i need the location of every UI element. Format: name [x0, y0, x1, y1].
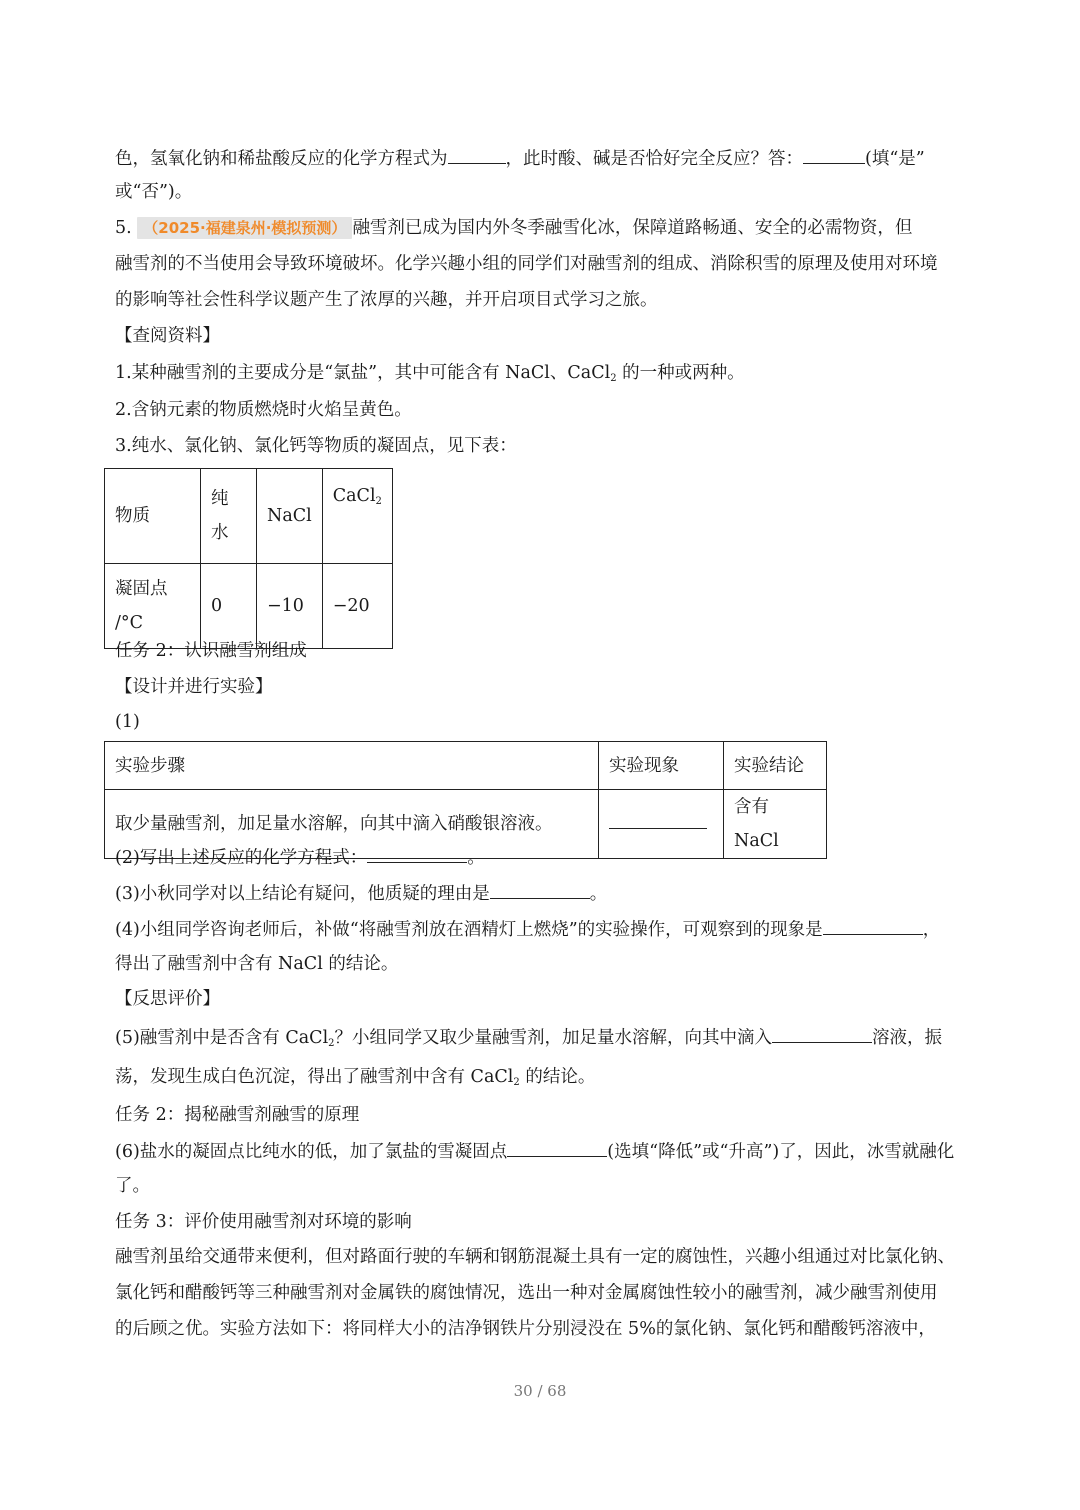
page-number: 30 / 68 [513, 1382, 567, 1400]
table-cell: −10 [257, 564, 323, 649]
table-header-cell: 实验现象 [599, 742, 724, 790]
sub-question-6 [115, 1138, 975, 1164]
answer-blank [772, 1024, 872, 1043]
freezing-point-table [104, 468, 393, 649]
text: (填“是” [865, 149, 925, 169]
task-heading: 任务 2：认识融雪剂组成 [115, 641, 307, 661]
text-line: 的影响等社会性科学议题产生了浓厚的兴趣，并开启项目式学习之旅。 [115, 290, 658, 310]
subscript: 2 [513, 1077, 520, 1088]
text: 。 [467, 848, 485, 868]
text-line: 了。 [115, 1176, 150, 1196]
text: ，此时酸、碱是否恰好完全反应？答： [505, 149, 803, 169]
text: (4)小组同学咨询老师后，补做“将融雪剂放在酒精灯上燃烧”的实验操作，可观察到的现象是 [115, 920, 823, 940]
answer-blank [823, 916, 923, 935]
text: 的结论。 [519, 1067, 596, 1087]
sub-question-1: (1) [115, 712, 140, 732]
reference-1 [115, 361, 975, 391]
text: ？小组同学又取少量融雪剂，加足量水溶解，向其中滴入 [334, 1028, 773, 1048]
sub-question-3 [115, 880, 975, 906]
task-heading: 任务 2：揭秘融雪剂融雪的原理 [115, 1105, 360, 1125]
source-tag: （2025·福建泉州·模拟预测） [137, 217, 352, 239]
table-header-cell: 实验结论 [724, 742, 827, 790]
table-header-cell [201, 469, 257, 564]
reference-2: 2.含钠元素的物质燃烧时火焰呈黄色。 [115, 400, 412, 420]
text-line: 或“否”)。 [115, 182, 193, 202]
text: 的一种或两种。 [616, 363, 745, 383]
section-heading-evaluation: 【反思评价】 [115, 989, 220, 1009]
text-line [115, 1065, 975, 1095]
table-row [105, 564, 393, 649]
table-cell [105, 564, 201, 649]
text: (2)写出上述反应的化学方程式： [115, 848, 368, 868]
subscript: 2 [328, 1038, 335, 1049]
answer-blank [448, 145, 506, 164]
text-line: 融雪剂的不当使用会导致环境破坏。化学兴趣小组的同学们对融雪剂的组成、消除积雪的原理及使用对环境 [115, 254, 938, 274]
text: (5)融雪剂中是否含有 CaCl [115, 1028, 329, 1048]
task-heading: 任务 3：评价使用融雪剂对环境的影响 [115, 1212, 412, 1232]
sub-question-4 [115, 916, 975, 942]
text: ， [922, 920, 941, 940]
table-cell: −20 [322, 564, 392, 649]
text-line: 氯化钙和醋酸钙等三种融雪剂对金属铁的腐蚀情况，选出一种对金属腐蚀性较小的融雪剂，减少融雪剂使用 [115, 1283, 938, 1303]
sub-question-5 [115, 1024, 975, 1056]
text: 溶液，振 [872, 1028, 943, 1048]
table-row [105, 742, 827, 790]
text: (6)盐水的凝固点比纯水的低，加了氯盐的雪凝固点 [115, 1142, 508, 1162]
reference-3: 3.纯水、氯化钠、氯化钙等物质的凝固点，见下表： [115, 436, 517, 456]
text: (3)小秋同学对以上结论有疑问，他质疑的理由是 [115, 884, 490, 904]
table-header-cell [322, 469, 392, 564]
text-line: 得出了融雪剂中含有 NaCl 的结论。 [115, 954, 399, 974]
table-header-cell: 实验步骤 [105, 742, 599, 790]
text: 融雪剂已成为国内外冬季融雪化冰，保障道路畅通、安全的必需物资，但 [352, 218, 913, 238]
text: 凝固点 [115, 579, 168, 599]
section-heading-reference: 【查阅资料】 [115, 326, 220, 346]
text: 水 [211, 523, 229, 543]
text-line: 的后顾之优。实验方法如下：将同样大小的洁净钢铁片分别浸没在 5%的氯化钠、氯化钙和醋酸钙溶液中， [115, 1319, 936, 1339]
sub-question-2 [115, 844, 975, 870]
table-cell: 含有 NaCl [724, 790, 827, 859]
subscript: 2 [610, 373, 617, 384]
text: 荡，发现生成白色沉淀，得出了融雪剂中含有 CaCl [115, 1067, 514, 1087]
table-header-cell: 物质 [105, 469, 201, 564]
answer-blank [367, 844, 467, 863]
answer-blank [803, 145, 865, 164]
text: 纯 [211, 489, 229, 509]
answer-blank [490, 880, 590, 899]
text: /°C [115, 613, 144, 633]
text: CaCl [332, 486, 376, 506]
section-heading-design: 【设计并进行实验】 [115, 677, 273, 697]
table-cell: 0 [201, 564, 257, 649]
experiment-table [104, 741, 827, 859]
text: 。 [589, 884, 608, 904]
table-cell: 取少量融雪剂，加足量水溶解，向其中滴入硝酸银溶液。 [105, 790, 599, 859]
text-line: 融雪剂虽给交通带来便利，但对路面行驶的车辆和钢筋混凝土具有一定的腐蚀性，兴趣小组通过对比氯化钠、 [115, 1247, 955, 1267]
text: (选填“降低”或“升高”)了，因此，冰雪就融化 [607, 1142, 955, 1162]
question-5-intro [115, 216, 975, 240]
answer-blank [507, 1138, 607, 1157]
answer-blank [609, 810, 707, 829]
table-header-cell: NaCl [257, 469, 323, 564]
text: 色，氢氧化钠和稀盐酸反应的化学方程式为 [115, 149, 448, 169]
table-row [105, 469, 393, 564]
subscript: 2 [375, 496, 382, 507]
question-number: 5. [115, 218, 132, 238]
text: 1.某种融雪剂的主要成分是“氯盐”，其中可能含有 NaCl、CaCl [115, 363, 611, 383]
text-line [115, 145, 975, 171]
